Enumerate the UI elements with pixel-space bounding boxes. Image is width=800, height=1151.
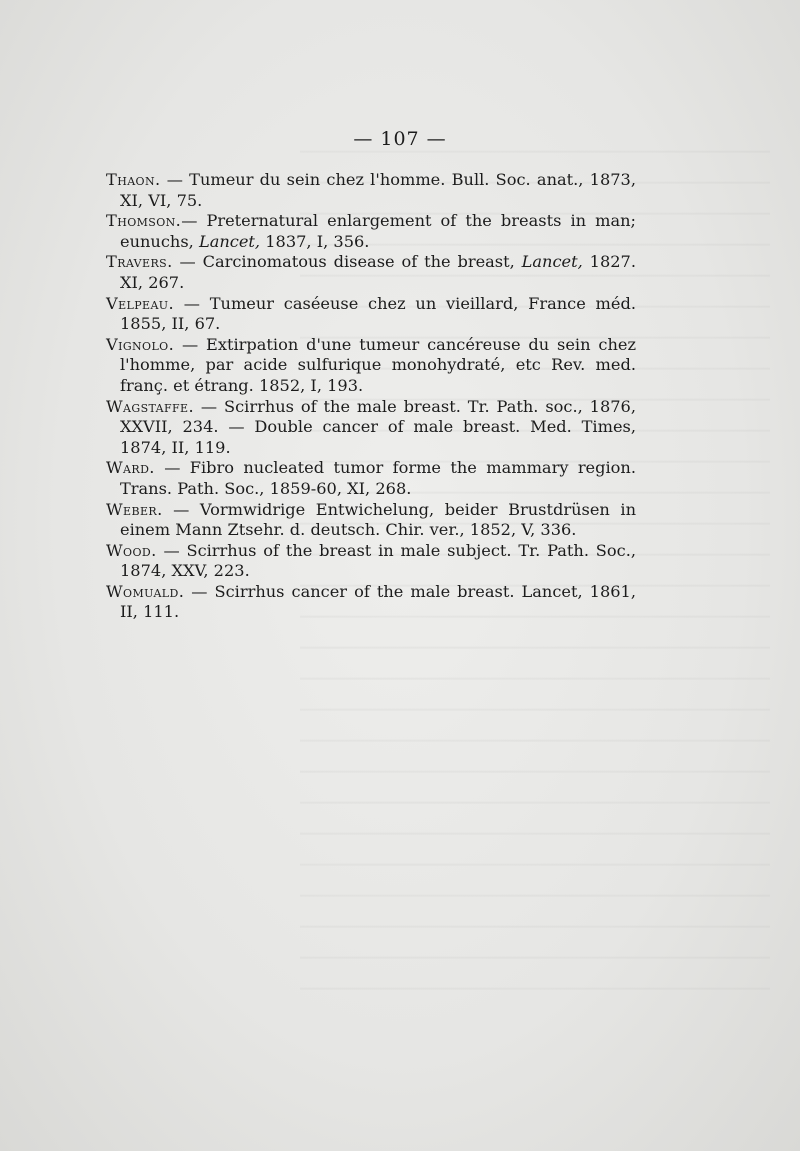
bibliography-entry — [106, 582, 636, 623]
bibliography-entry — [106, 541, 636, 582]
author-name: Ward. — [106, 458, 155, 478]
journal-title: Lancet, — [198, 231, 261, 251]
entry-text-tail: 1827. XI, 267. — [120, 252, 636, 292]
author-name: Wagstaffe. — [106, 396, 195, 416]
author-name: Thomson. — [106, 211, 182, 231]
entry-text: — Tumeur caséeuse chez un vieillard, France méd. 1855, II, 67. — [120, 293, 636, 334]
author-name: Vignolo. — [106, 334, 175, 354]
author-name: Travers. — [106, 252, 173, 272]
author-name: Wood. — [106, 540, 157, 560]
entry-text-tail: 1837, I, 356. — [260, 231, 370, 251]
author-name: Weber. — [106, 499, 163, 519]
entry-text: — Carcinomatous disease of the breast, — [172, 252, 522, 272]
bibliography-entry — [106, 211, 636, 252]
entry-text: — Scirrhus of the male breast. Tr. Path. soc., 1876, XXVII, 234. — Double cancer of male breast. Med. Times, 1874, II, 119. — [120, 396, 636, 457]
author-name: Velpeau. — [106, 293, 175, 313]
entry-text: — Preternatural enlargement of the breasts in man; eunuchs, — [120, 211, 636, 251]
bibliography-entry — [106, 500, 636, 541]
page-number: — 107 — — [353, 128, 447, 150]
bibliography-entry — [106, 397, 636, 459]
author-name: Thaon. — [106, 170, 161, 189]
journal-title: Lancet, — [521, 252, 583, 272]
bibliography-entry — [106, 458, 636, 499]
entry-text: — Tumeur du sein chez l'homme. Bull. Soc. anat., 1873, XI, VI, 75. — [120, 170, 636, 210]
entry-text: — Vormwidrige Entwichelung, beider Brustdrüsen in einem Mann Ztsehr. d. deutsch. Chir. ver., 1852, V, 336. — [120, 499, 636, 540]
bibliography-entry — [106, 294, 636, 335]
bibliography-entry — [106, 335, 636, 397]
bibliography-entry — [106, 252, 636, 293]
bibliography-list — [106, 170, 636, 623]
entry-text: — Fibro nucleated tumor forme the mammary region. Trans. Path. Soc., 1859-60, XI, 268. — [120, 458, 636, 498]
bibliography-entry — [106, 170, 636, 211]
entry-text: — Extirpation d'une tumeur cancéreuse du sein chez l'homme, par acide sulfurique monohydraté, etc Rev. med. franç. et étrang. 1852, I, 193. — [120, 334, 636, 395]
author-name: Womuald. — [106, 581, 185, 601]
entry-text: — Scirrhus of the breast in male subject. Tr. Path. Soc., 1874, XXV, 223. — [120, 540, 636, 581]
entry-text: — Scirrhus cancer of the male breast. Lancet, 1861, II, 111. — [120, 581, 636, 622]
